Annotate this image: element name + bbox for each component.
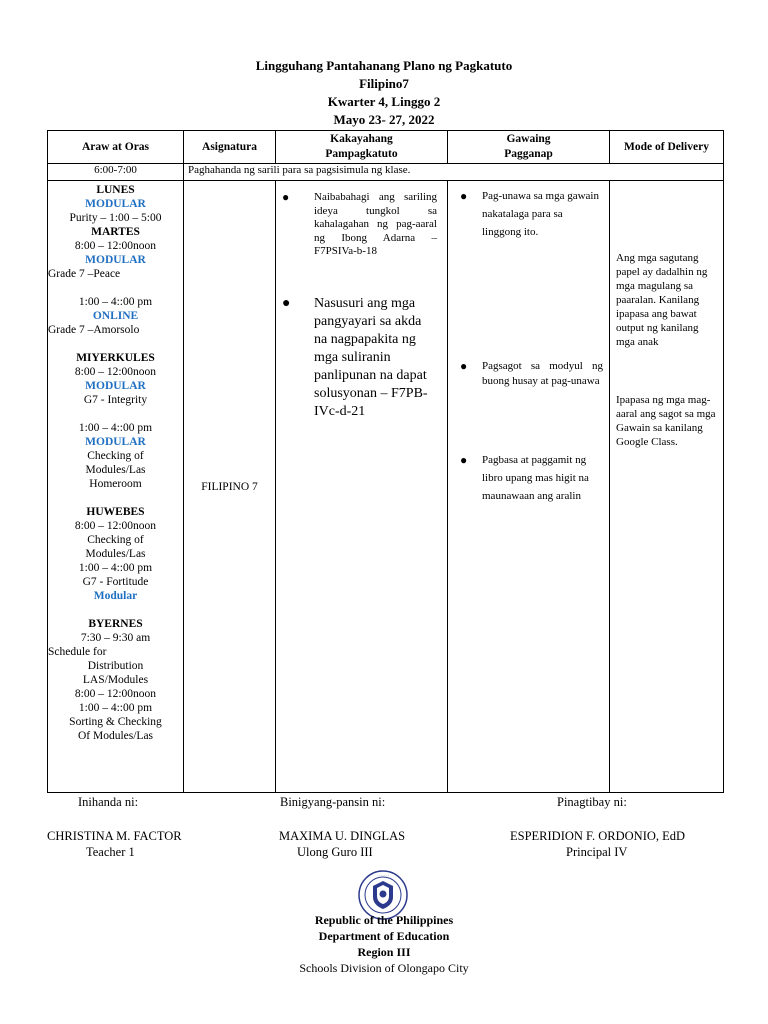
bullet-icon: ● [282, 295, 291, 311]
delivery-text: Ang mga sagutang papel ay dadalhin ng mga magulang sa paaralan. Kanilang ipapasa ang bawat output ng kanilang mga anak [616, 252, 708, 348]
table-header-row [48, 131, 724, 164]
prepared-name: CHRISTINA M. FACTOR [47, 829, 182, 843]
plan-body-row [48, 181, 724, 793]
activities-cell [448, 181, 610, 793]
lesson-plan-table [47, 130, 724, 793]
header-mode-of-delivery: Mode of Delivery [610, 131, 724, 164]
competency-item: ● Naibabahagi ang sariling ideya tungkol sa kahalagahan ng pag-aaral ng Ibong Adarna – F7PSIVa-b-18 [282, 190, 437, 257]
mode-label: MODULAR [85, 254, 146, 266]
bullet-icon: ● [282, 190, 290, 204]
delivery-text: Ipapasa ng mga mag-aaral ang sagot sa mga Gawain sa kanilang Google Class. [616, 394, 716, 448]
approved-title: Principal IV [566, 845, 628, 859]
schedule-cell: LUNES MODULAR Purity – 1:00 – 5:00 MARTES 8:00 – 12:00noon MODULAR Grade 7 –Peace 1:00 – 4::00 pm ONLINE Grade 7 –Amorsolo MIYERKULES 8:00 – 12:00noon MODULAR G7 - Integrity 1:00 – 4::00 pm MODULAR Checking of Modules/Las Homeroom HUWEBES 8:00 – 12:00noon Checking of Modules/Las 1:00 – 4::00 pm G7 - Fortitude Modular BYERNES 7:30 – 9:30 am Schedule for Distribution LAS/Modules 8:00 – 12:00noon 1:00 – 4::00 pm Sorting & Checking Of Modules/Las [48, 181, 184, 793]
activity-item: ● Pagbasa at paggamit ng libro upang mas higit na maunawaan ang aralin [460, 453, 589, 502]
header-araw-at-oras: Araw at Oras [48, 131, 184, 164]
approved-label: Pinagtibay ni: [557, 795, 627, 809]
competency-item: ● Nasusuri ang mga pangyayari sa akda na nagpapakita ng mga suliranin panlipunan na dapat solusyonan – F7PB-IVc-d-21 [282, 295, 428, 419]
document-quarter-week: Kwarter 4, Linggo 2 [327, 94, 441, 109]
header-kakayahang-pampagkatuto: Kakayahang Pampagkatuto [276, 131, 448, 164]
activity-item: ● Pag-unawa sa mga gawain nakatalaga para sa linggong ito. [460, 189, 599, 238]
day-martes: MARTES [91, 226, 140, 238]
day-lunes: LUNES [96, 184, 135, 196]
bullet-icon: ● [460, 453, 468, 467]
footer-line: Department of Education [318, 929, 450, 943]
svg-text:· · · · · ·: · · · · · · [376, 874, 390, 878]
day-miyerkules: MIYERKULES [76, 352, 155, 364]
mode-label: MODULAR [85, 380, 146, 392]
prep-text: Paghahanda ng sarili para sa pagsisimula ng klase. [184, 164, 724, 181]
document-title: Lingguhang Pantahanang Plano ng Pagkatuto [255, 58, 513, 73]
day-byernes: BYERNES [88, 618, 143, 630]
mode-label: MODULAR [85, 436, 146, 448]
prepared-title: Teacher 1 [86, 845, 135, 859]
subject-cell: FILIPINO 7 [184, 181, 276, 793]
mode-label: MODULAR [85, 198, 146, 210]
footer-line: Region III [357, 945, 411, 959]
activity-item: ● Pagsagot sa modyul ng buong husay at pag-unawa [460, 359, 603, 387]
header-gawaing-pagganap: Gawaing Pagganap [448, 131, 610, 164]
prep-row [48, 164, 724, 181]
header-asignatura: Asignatura [184, 131, 276, 164]
noted-name: MAXIMA U. DINGLAS [279, 829, 406, 843]
document-subject: Filipino7 [359, 76, 409, 91]
footer-line: Republic of the Philippines [314, 913, 454, 927]
document-dates: Mayo 23- 27, 2022 [333, 112, 435, 127]
noted-title: Ulong Guro III [297, 845, 373, 859]
mode-label: ONLINE [92, 310, 139, 322]
prepared-label: Inihanda ni: [78, 795, 139, 809]
approved-name: ESPERIDION F. ORDONIO, EdD [510, 829, 686, 843]
prep-time: 6:00-7:00 [48, 164, 184, 181]
mode-of-delivery-cell [610, 181, 724, 793]
bullet-icon: ● [460, 189, 468, 203]
day-huwebes: HUWEBES [86, 506, 145, 518]
competencies-cell [276, 181, 448, 793]
mode-label: Modular [93, 590, 138, 602]
footer-line: Schools Division of Olongapo City [299, 961, 469, 975]
noted-label: Binigyang-pansin ni: [280, 795, 386, 809]
bullet-icon: ● [460, 359, 468, 373]
